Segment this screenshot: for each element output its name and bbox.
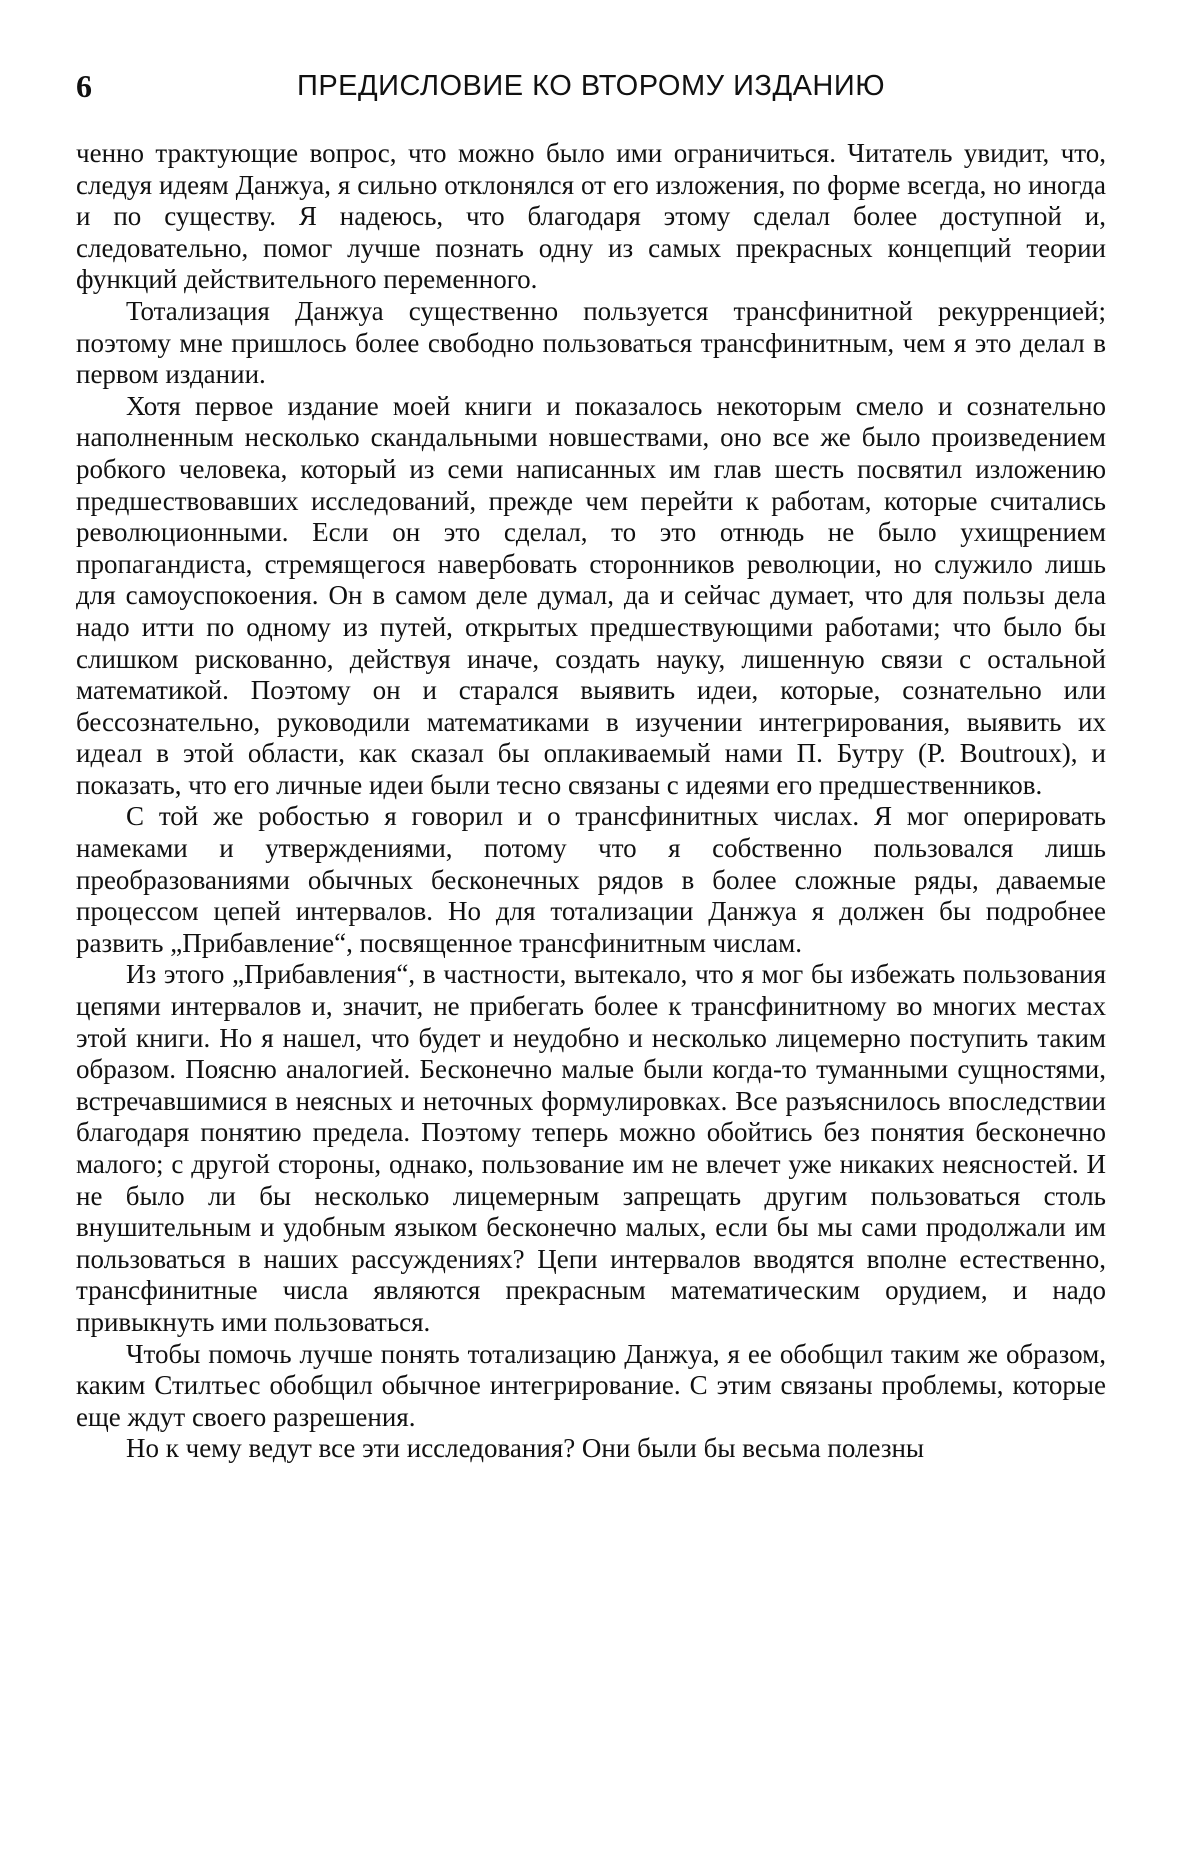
running-title: ПРЕДИСЛОВИЕ КО ВТОРОМУ ИЗДАНИЮ <box>296 70 886 102</box>
paragraph: Тотализация Данжуа существенно пользуется трансфинитной рекурренцией; поэтому мне пришлось более свободно пользоваться трансфинитным, чем я это делал в первом издании. <box>76 295 1106 390</box>
page-header <box>76 64 1106 108</box>
body-text <box>76 138 1106 1465</box>
paragraph: Но к чему ведут все эти исследования? Они были бы весьма полезны <box>126 1433 925 1464</box>
paragraph: Хотя первое издание моей книги и показалось некоторым смело и сознательно наполненным несколько скандальными новшествами, оно все же было произведением робкого человека, который из семи написанных им глав шесть посвятил изложению предшествовавших исследований, прежде чем перейти к работам, которые считались революционными. Если он это сделал, то это отнюдь не было ухищрением пропагандиста, стремящегося навербовать сторонников революции, но служило лишь для самоуспокоения. Он в самом деле думал, да и сейчас думает, что для пользы дела надо итти по одному из путей, открытых предшествующими работами; что было бы слишком рискованно, действуя иначе, создать науку, лишенную связи с остальной математикой. Поэтому он и старался выявить идеи, которые, сознательно или бессознательно, руководили математиками в изучении интегрирования, выявить их идеал в этой области, как сказал бы оплакиваемый нами П. Бутру (P. Boutroux), и показать, что его личные идеи были тесно связаны с идеями его предшественников. <box>76 390 1106 800</box>
paragraph: С той же робостью я говорил и о трансфинитных числах. Я мог оперировать намеками и утверждениями, потому что я собственно пользовался лишь преобразованиями обычных бесконечных рядов в более сложные ряды, даваемые процессом цепей интервалов. Но для тотализации Данжуа я должен бы подробнее развить „Прибавление“, посвященное трансфинитным числам. <box>76 801 1106 958</box>
paragraph: Чтобы помочь лучше понять тотализацию Данжуа, я ее обобщил таким же образом, каким Стилтьес обобщил обычное интегрирование. С этим связаны проблемы, которые еще ждут своего разрешения. <box>76 1338 1106 1432</box>
page-number: 6 <box>76 68 92 104</box>
paragraph: ченно трактующие вопрос, что можно было ими ограничиться. Читатель увидит, что, следуя идеям Данжуа, я сильно отклонялся от его изложения, по форме всегда, но иногда и по существу. Я надеюсь, что благодаря этому сделал более доступной и, следовательно, помог лучше познать одну из самых прекрасных концепций теории функций действительного переменного. <box>76 138 1106 295</box>
paragraph: Из этого „Прибавления“, в частности, вытекало, что я мог бы избежать пользования цепями интервалов и, значит, не прибегать более к трансфинитному во многих местах этой книги. Но я нашел, что будет и неудобно и несколько лицемерно поступить таким образом. Поясню аналогией. Бесконечно малые были когда-то туманными сущностями, встречавшимися в неясных и неточных формулировках. Все разъяснилось впоследствии благодаря понятию предела. Поэтому теперь можно обойтись без понятия бесконечно малого; с другой стороны, однако, пользование им не влечет уже никаких неясностей. И не было ли бы несколько лицемерным запрещать другим пользоваться столь внушительным и удобным языком бесконечно малых, если бы мы сами продолжали им пользоваться в наших рассуждениях? Цепи интервалов вводятся вполне естественно, трансфинитные числа являются прекрасным математическим орудием, и надо привыкнуть ими пользоваться. <box>76 959 1106 1337</box>
